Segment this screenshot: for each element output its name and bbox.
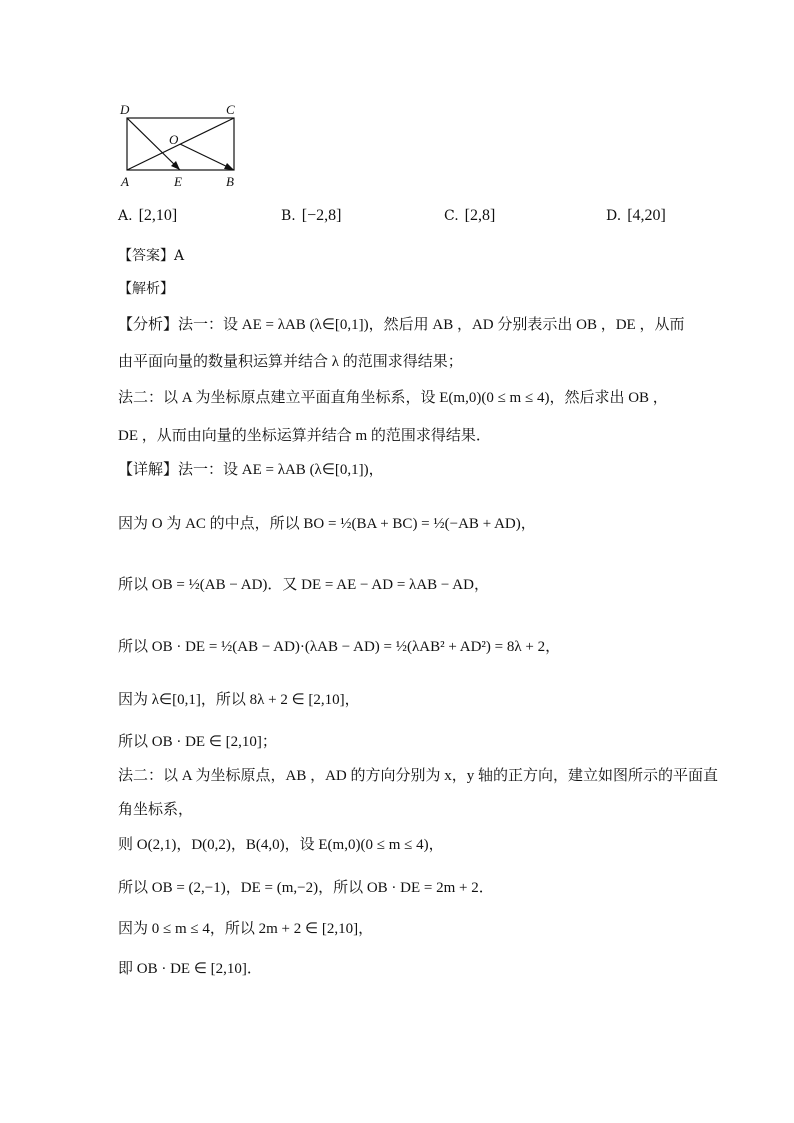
method2-line-4: 所以 OB = (2,−1)，DE = (m,−2)，所以 OB · DE = 2m + 2． <box>118 880 494 896</box>
label-b: B <box>226 174 234 189</box>
detail-line-2: 因为 O 为 AC 的中点，所以 BO = ½(BA + BC) = ½(−AB + AD)， <box>118 516 536 532</box>
choice-c[interactable] <box>444 207 495 225</box>
detail-line-6: 所以 OB · DE ∈ [2,10]； <box>118 734 277 750</box>
answer-line: 【答案】A <box>118 248 185 264</box>
analysis-heading: 【解析】 <box>118 281 174 297</box>
label-o: O <box>169 132 179 147</box>
choice-value: [−2,8] <box>301 207 342 224</box>
method2-line-6: 即 OB · DE ∈ [2,10]． <box>118 961 262 977</box>
choice-a[interactable] <box>118 207 177 225</box>
analysis-line-3: 法二：以 A 为坐标原点建立平面直角坐标系，设 E(m,0)(0 ≤ m ≤ 4)，然后求出 OB ， <box>118 390 668 406</box>
rectangle-figure <box>112 100 252 192</box>
choice-d[interactable] <box>606 207 666 225</box>
method2-line-5: 因为 0 ≤ m ≤ 4，所以 2m + 2 ∈ [2,10]， <box>118 921 374 937</box>
answer-choices <box>118 207 698 235</box>
detail-line-4: 所以 OB · DE = ½(AB − AD)·(λAB − AD) = ½(λAB² + AD²) = 8λ + 2， <box>118 639 561 655</box>
method2-line-1: 法二：以 A 为坐标原点，AB ，AD 的方向分别为 x，y 轴的正方向，建立如图所示的平面直 <box>118 768 719 784</box>
analysis-line-1: 【分析】法一：设 AE = λAB (λ∈[0,1])，然后用 AB ，AD 分别表示出 OB ，DE ，从而 <box>118 317 685 333</box>
method2-line-2: 角坐标系， <box>118 802 194 818</box>
choice-value: [4,20] <box>627 207 666 224</box>
detail-line-5: 因为 λ∈[0,1]，所以 8λ + 2 ∈ [2,10]， <box>118 692 360 708</box>
analysis-line-2: 由平面向量的数量积运算并结合 λ 的范围求得结果； <box>118 354 463 370</box>
geometry-diagram <box>112 100 252 192</box>
choice-letter: A. <box>118 208 133 224</box>
choice-letter: D. <box>606 208 622 224</box>
method2-line-3: 则 O(2,1)，D(0,2)，B(4,0)，设 E(m,0)(0 ≤ m ≤ 4)， <box>118 837 444 853</box>
analysis-line-4: DE ，从而由向量的坐标运算并结合 m 的范围求得结果． <box>118 428 491 444</box>
choice-b[interactable] <box>281 207 341 225</box>
label-a: A <box>121 174 129 189</box>
label-c: C <box>226 102 235 117</box>
arrow-head-ob <box>224 163 234 170</box>
choice-letter: B. <box>281 208 296 224</box>
label-d: D <box>120 102 130 117</box>
detail-line-1: 【详解】法一：设 AE = λAB (λ∈[0,1])， <box>118 462 384 478</box>
choice-letter: C. <box>444 208 459 224</box>
choice-value: [2,10] <box>138 207 178 224</box>
label-e: E <box>174 174 182 189</box>
detail-line-3: 所以 OB = ½(AB − AD)．又 DE = AE − AD = λAB − AD， <box>118 577 489 593</box>
choice-value: [2,8] <box>464 207 496 224</box>
